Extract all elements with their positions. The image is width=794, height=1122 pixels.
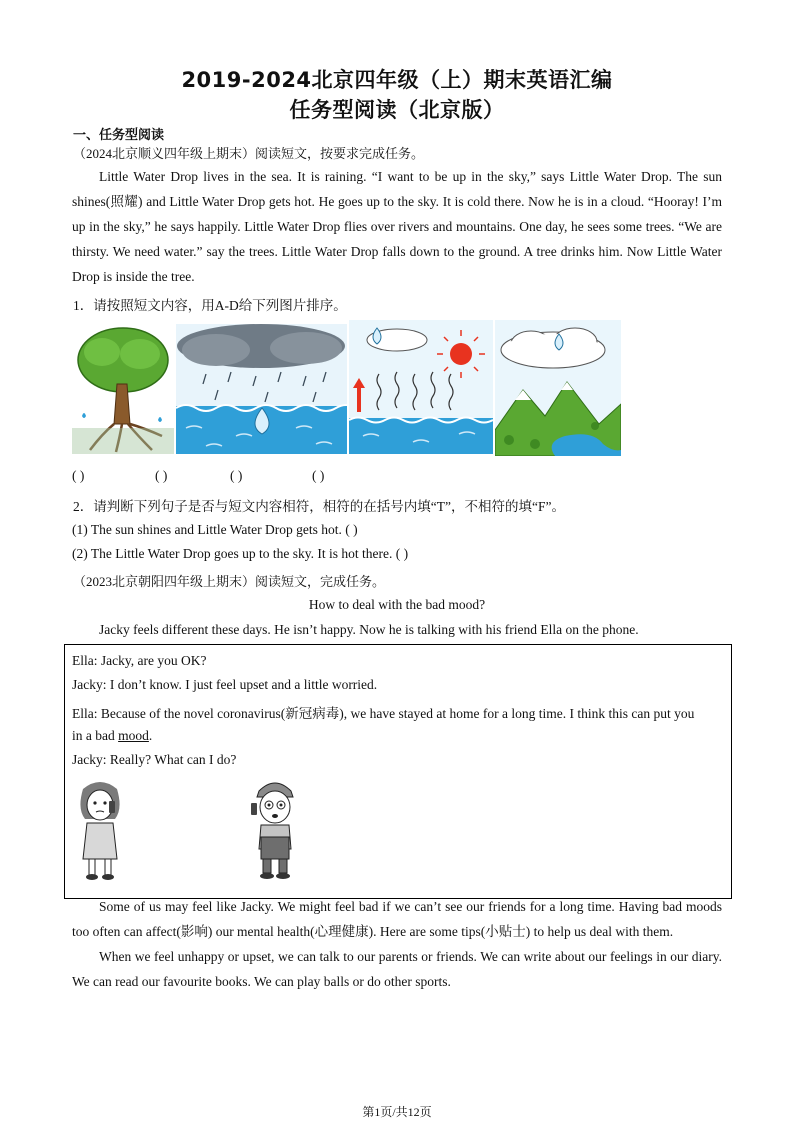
dialog-line-3: Ella: Because of the novel coronavirus(新冠病毒), we have stayed at home for a long time. I think this can put you bbox=[72, 706, 695, 721]
tree-roots-picture bbox=[72, 324, 174, 454]
page-title: 2019-2024北京四年级（上）期末英语汇编 bbox=[181, 68, 613, 92]
dialog-text: in a bad bbox=[72, 728, 119, 743]
cloud-mountains-river-picture bbox=[495, 320, 621, 456]
dialog-line-5: Jacky: Really? What can I do? bbox=[72, 752, 237, 767]
passage-1 bbox=[72, 164, 722, 289]
boy-on-phone-picture bbox=[245, 777, 305, 883]
dialog-line-4 bbox=[72, 728, 152, 744]
answer-blank-3[interactable]: ( ) bbox=[230, 468, 243, 483]
sun-evaporation-picture bbox=[349, 320, 493, 454]
answer-blank-1[interactable]: ( ) bbox=[72, 468, 85, 483]
page-subtitle: 任务型阅读（北京版） bbox=[289, 98, 505, 122]
question-2-item-2: (2) The Little Water Drop goes up to the sky. It is hot there. ( ) bbox=[72, 546, 409, 561]
passage-2-intro: Jacky feels different these days. He isn’t happy. Now he is talking with his friend Ella on the phone. bbox=[99, 622, 639, 637]
passage-2-body bbox=[72, 894, 722, 994]
passage-2-paragraph-1: Some of us may feel like Jacky. We might feel bad if we can’t see our friends for a long time. Having bad moods too often can affect(影响) our mental health(心理健康). Here are some tips(小贴士) to help us deal with them. bbox=[72, 899, 722, 939]
passage-1-text: Little Water Drop lives in the sea. It is raining. “I want to be up in the sky,” says Little Water Drop. The sun shines(照耀) and Little Water Drop gets hot. He goes up to the sky. It is cold there. Now he is in a cloud. “Hooray! I’m up in the sky,” he says happily. Little Water Drop flies over rivers and mountains. One day, he sees some trees. “We are thirsty. We need water.” say the trees. Little Water Drop falls down to the ground. A tree drinks him. Now Little Water Drop is inside the tree. bbox=[72, 169, 722, 284]
dialog-period: . bbox=[148, 728, 153, 743]
source-note-2: （2023北京朝阳四年级上期末）阅读短文，完成任务。 bbox=[73, 574, 386, 589]
dialog-box bbox=[64, 644, 732, 899]
question-2-item-1: (1) The sun shines and Little Water Drop gets hot. ( ) bbox=[72, 522, 358, 537]
underlined-word-mood: mood bbox=[118, 728, 149, 743]
answer-blank-4[interactable]: ( ) bbox=[312, 468, 325, 483]
section-heading: 一、任务型阅读 bbox=[73, 128, 165, 143]
girl-on-phone-picture bbox=[73, 779, 127, 883]
dialog-line-1: Ella: Jacky, are you OK? bbox=[72, 653, 207, 668]
passage-2-paragraph-2: When we feel unhappy or upset, we can talk to our parents or friends. We can write about our feelings in our diary. We can read our favourite books. We can play balls or do other sports. bbox=[72, 949, 722, 989]
question-2: 2．请判断下列句子是否与短文内容相符，相符的在括号内填“T”，不相符的填“F”。 bbox=[73, 499, 565, 514]
page-number: 第1页/共12页 bbox=[362, 1105, 432, 1119]
rain-sea-picture bbox=[176, 324, 347, 454]
question-1: 1．请按照短文内容，用A-D给下列图片排序。 bbox=[73, 298, 347, 313]
passage-2-title: How to deal with the bad mood? bbox=[308, 597, 486, 612]
answer-blank-2[interactable]: ( ) bbox=[155, 468, 168, 483]
dialog-line-2: Jacky: I don’t know. I just feel upset and a little worried. bbox=[72, 677, 378, 692]
source-note-1: （2024北京顺义四年级上期末）阅读短文，按要求完成任务。 bbox=[73, 146, 425, 161]
